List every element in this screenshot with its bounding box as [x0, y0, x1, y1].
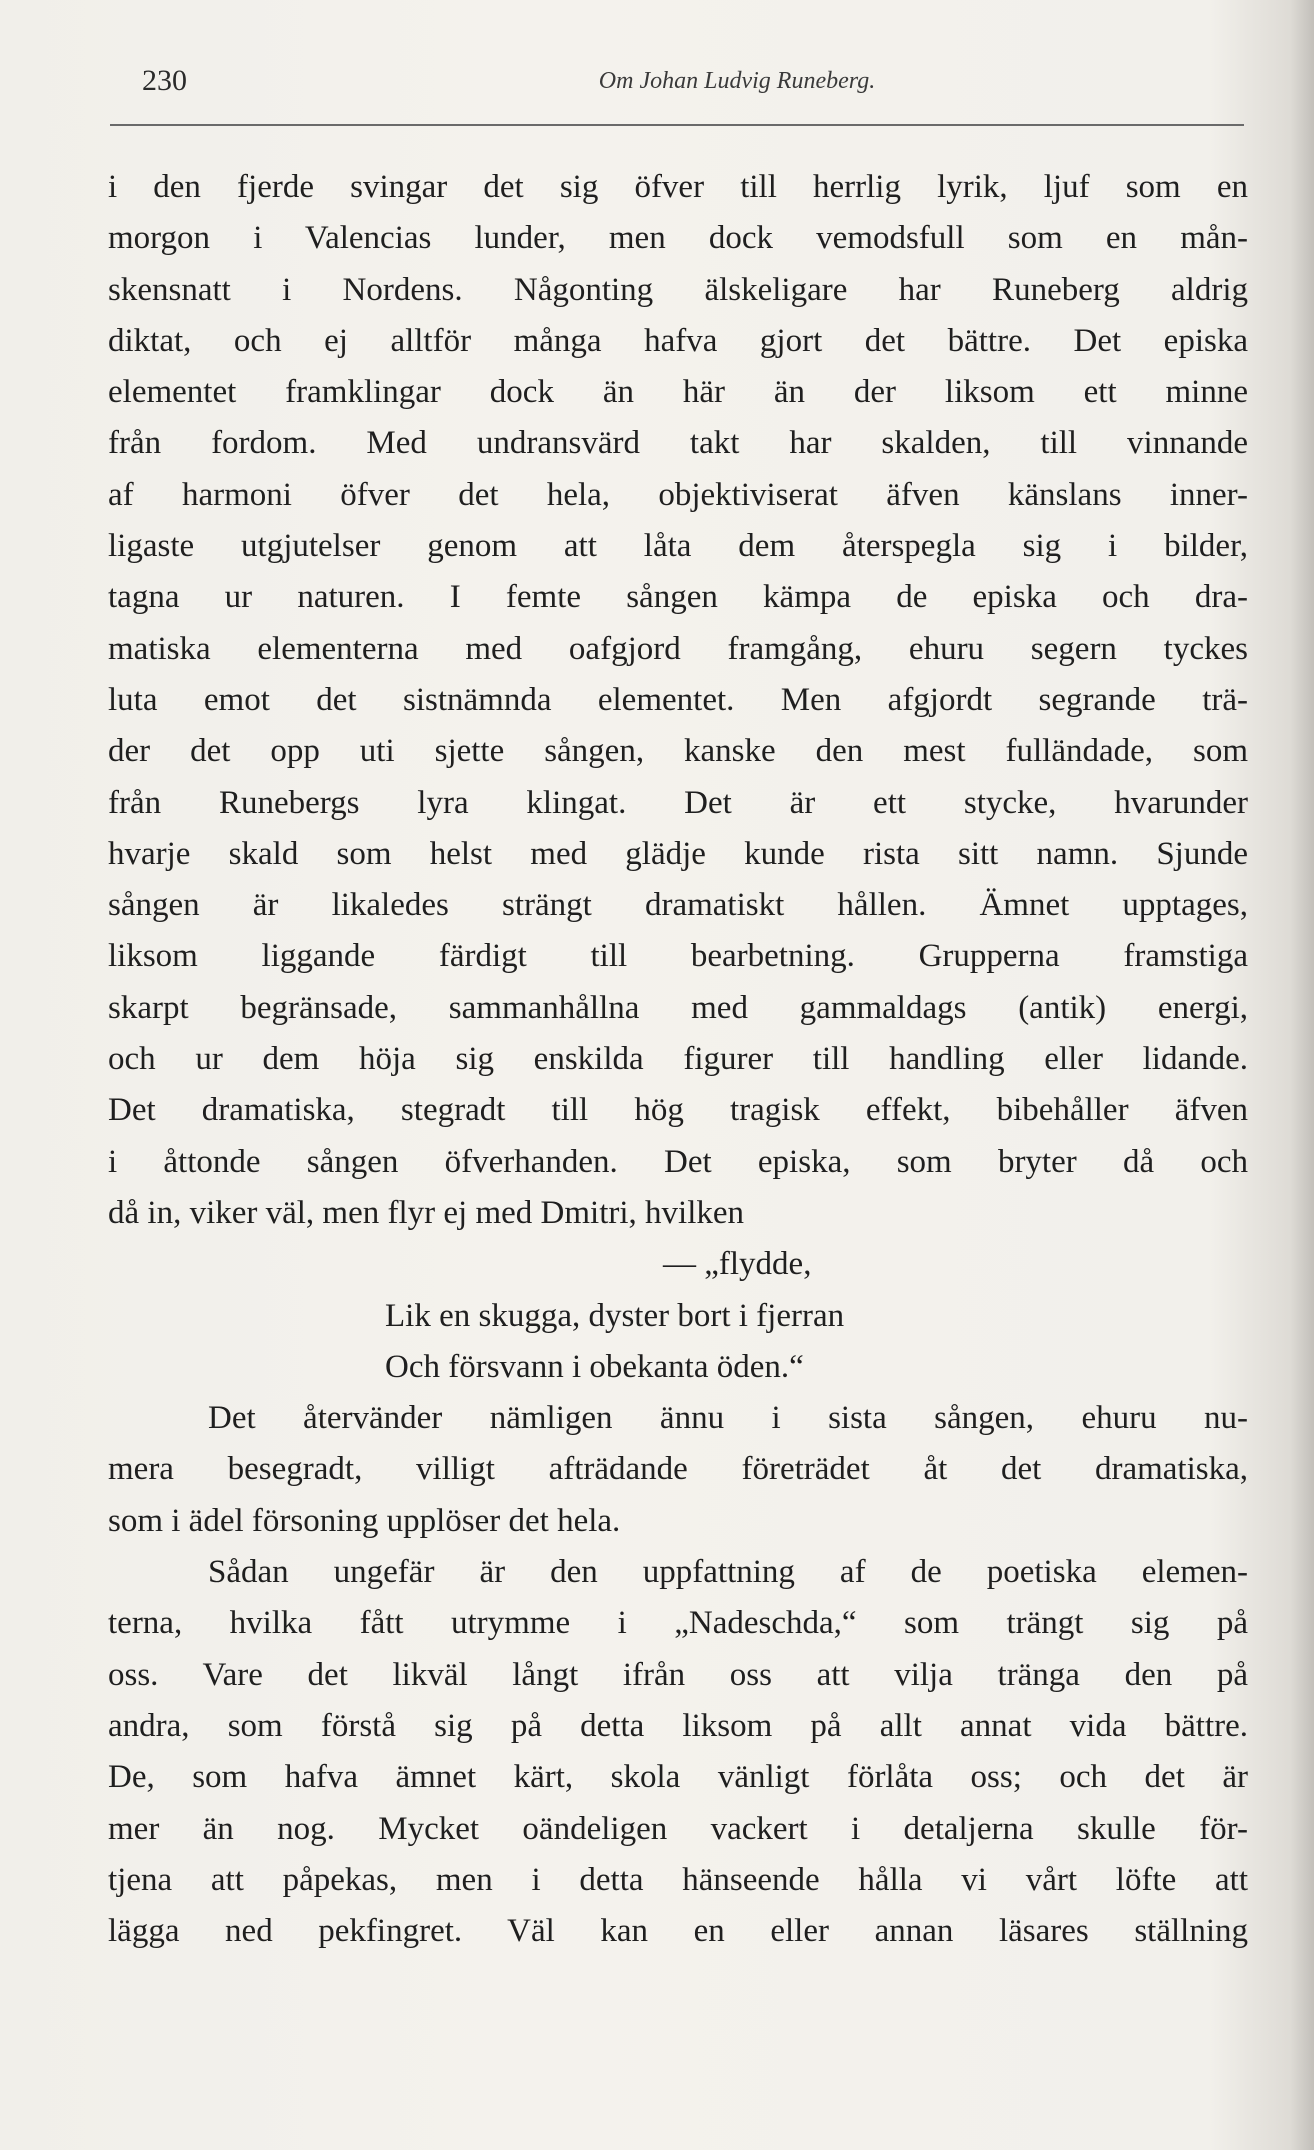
text-line: och ur dem höja sig enskilda figurer till handling eller lidande. — [108, 1041, 1248, 1078]
text-line: luta emot det sistnämnda elementet. Men afgjordt segrande trä- — [108, 681, 1248, 718]
text-line: då in, viker väl, men flyr ej med Dmitri, hvilken — [108, 1194, 745, 1231]
text-line: Det dramatiska, stegradt till hög tragisk effekt, bibehåller äfven — [108, 1092, 1248, 1129]
text-line: hvarje skald som helst med glädje kunde rista sitt namn. Sjunde — [108, 835, 1248, 872]
text-line: Det återvänder nämligen ännu i sista sången, ehuru nu- — [208, 1400, 1248, 1437]
header-rule — [110, 124, 1244, 126]
text-line: mera besegradt, villigt afträdande företrädet åt det dramatiska, — [108, 1451, 1248, 1488]
text-line: tjena att påpekas, men i detta hänseende hålla vi vårt löfte att — [108, 1861, 1248, 1898]
text-line: elementet framklingar dock än här än der liksom ett minne — [108, 374, 1248, 411]
text-line: matiska elementerna med oafgjord framgång, ehuru segern tyckes — [108, 630, 1248, 667]
text-line: från Runebergs lyra klingat. Det är ett stycke, hvarunder — [108, 784, 1248, 821]
text-line: ligaste utgjutelser genom att låta dem återspegla sig i bilder, — [108, 528, 1248, 565]
page-edge-shadow — [1290, 0, 1314, 2150]
text-line: af harmoni öfver det hela, objektiviserat äfven känslans inner- — [108, 476, 1248, 513]
verse-quote — [108, 1239, 1248, 1393]
text-line: skensnatt i Nordens. Någonting älskeligare har Runeberg aldrig — [108, 271, 1248, 308]
page-number: 230 — [142, 64, 187, 97]
text-line: från fordom. Med undransvärd takt har skalden, till vinnande — [108, 425, 1248, 462]
paragraph-2 — [108, 1393, 1248, 1547]
text-line: skarpt begränsade, sammanhållna med gammaldags (antik) energi, — [108, 989, 1248, 1026]
text-line: Sådan ungefär är den uppfattning af de poetiska elemen- — [208, 1554, 1248, 1591]
text-line: liksom liggande färdigt till bearbetning. Grupperna framstiga — [108, 938, 1248, 975]
text-line: diktat, och ej alltför många hafva gjort det bättre. Det episka — [108, 322, 1248, 359]
text-line: mer än nog. Mycket oändeligen vackert i detaljerna skulle för- — [108, 1810, 1248, 1847]
verse-line: — „flydde, — [663, 1246, 812, 1283]
body-text — [108, 162, 1248, 1957]
text-line: der det opp uti sjette sången, kanske den mest fulländade, som — [108, 733, 1248, 770]
text-line: som i ädel försoning upplöser det hela. — [108, 1502, 621, 1539]
text-line: sången är likaledes strängt dramatiskt hållen. Ämnet upptages, — [108, 887, 1248, 924]
text-line: i åttonde sången öfverhanden. Det episka, som bryter då och — [108, 1143, 1248, 1180]
verse-line: Och försvann i obekanta öden.“ — [385, 1348, 804, 1385]
text-line: lägga ned pekfingret. Väl kan en eller annan läsares ställning — [108, 1913, 1248, 1950]
text-line: morgon i Valencias lunder, men dock vemodsfull som en mån- — [108, 220, 1248, 257]
page-header — [110, 60, 1244, 110]
running-title: Om Johan Ludvig Runeberg. — [598, 68, 876, 94]
paragraph-3 — [108, 1547, 1248, 1957]
paragraph-1 — [108, 162, 1248, 1239]
text-line: terna, hvilka fått utrymme i „Nadeschda,“ som trängt sig på — [108, 1605, 1248, 1642]
text-line: oss. Vare det likväl långt ifrån oss att vilja tränga den på — [108, 1656, 1248, 1693]
verse-line: Lik en skugga, dyster bort i fjerran — [385, 1297, 845, 1334]
text-line: i den fjerde svingar det sig öfver till herrlig lyrik, ljuf som en — [108, 169, 1248, 205]
text-line: tagna ur naturen. I femte sången kämpa de episka och dra- — [108, 579, 1248, 616]
text-line: andra, som förstå sig på detta liksom på allt annat vida bättre. — [108, 1707, 1248, 1744]
text-line: De, som hafva ämnet kärt, skola vänligt förlåta oss; och det är — [108, 1759, 1248, 1796]
